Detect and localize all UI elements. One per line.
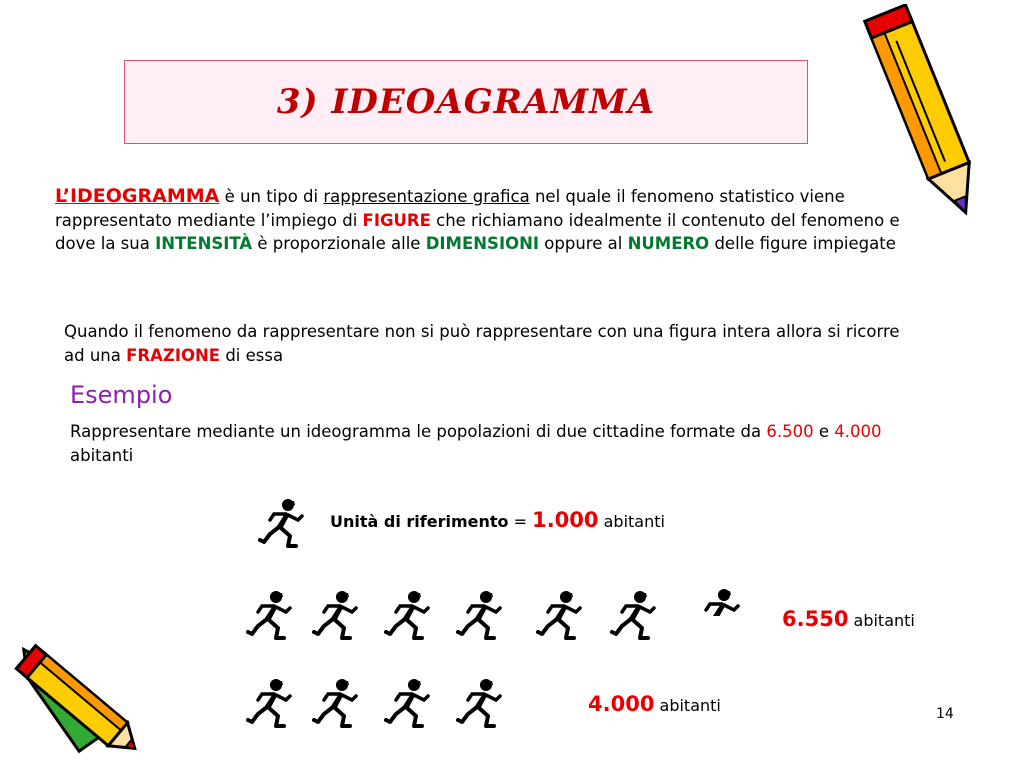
fraction-paragraph	[64, 320, 914, 367]
fraction-text-1: Quando il fenomeno da rappresentare non si può rappresentare con una figura intera allora si ricorre ad una	[64, 322, 900, 365]
town1-half-runner-icon	[694, 586, 742, 616]
keyword-numero: NUMERO	[627, 234, 710, 253]
page-number: 14	[936, 706, 954, 722]
unit-value: 1.000	[532, 508, 599, 532]
example-text-1: Rappresentare mediante un ideogramma le popolazioni di due cittadine formate da	[70, 422, 767, 441]
town1-total	[782, 607, 915, 631]
town2-runner-icon	[312, 676, 360, 732]
definition-text-6: delle figure impiegate	[709, 234, 896, 253]
example-value-1: 6.500	[766, 422, 814, 441]
example-paragraph	[70, 420, 930, 467]
town1-runner-icon	[610, 588, 658, 644]
unit-runner-icon	[258, 496, 306, 552]
town1-runner-icon	[384, 588, 432, 644]
town2-value: 4.000	[588, 692, 655, 716]
town1-suffix: abitanti	[848, 611, 915, 630]
example-value-2: 4.000	[834, 422, 882, 441]
town2-suffix: abitanti	[654, 696, 721, 715]
unit-suffix: abitanti	[598, 512, 665, 531]
keyword-dimensioni: DIMENSIONI	[425, 234, 540, 253]
definition-text-3: che richiamano idealmente il contenuto del fenomeno e dove la sua	[55, 210, 900, 253]
term-ideogramma: L’IDEOGRAMMA	[55, 185, 220, 207]
definition-text-2: nel quale il fenomeno statistico viene rappresentato mediante l’impiego di	[55, 187, 845, 230]
keyword-intensita: INTENSITÀ	[155, 234, 253, 253]
example-text-2: e	[813, 422, 835, 441]
pencils-bottom-left-icon	[0, 618, 150, 763]
fraction-text-2: di essa	[220, 345, 284, 365]
example-heading: Esempio	[70, 381, 173, 409]
unit-of-reference	[330, 508, 665, 532]
keyword-frazione: FRAZIONE	[126, 345, 221, 365]
keyword-figure: FIGURE	[362, 210, 431, 230]
definition-text-4: è proporzionale alle	[252, 234, 426, 253]
unit-eq: =	[508, 512, 533, 531]
slide-title: 3) IDEOAGRAMMA	[276, 82, 656, 122]
town1-runner-icon	[536, 588, 584, 644]
definition-text-1: è un tipo di	[219, 187, 324, 206]
town1-runner-icon	[456, 588, 504, 644]
town2-total	[588, 692, 721, 716]
link-rappresentazione-grafica: rappresentazione grafica	[323, 187, 530, 206]
town1-runner-icon	[312, 588, 360, 644]
town2-runner-icon	[456, 676, 504, 732]
town1-value: 6.550	[782, 607, 849, 631]
town1-runner-icon	[246, 588, 294, 644]
example-text-3: abitanti	[70, 445, 134, 465]
definition-text-5: oppure al	[539, 234, 628, 253]
unit-label: Unità di riferimento	[330, 512, 509, 531]
town2-runner-icon	[384, 676, 432, 732]
title-box	[124, 60, 808, 144]
town2-runner-icon	[246, 676, 294, 732]
definition-paragraph	[55, 185, 925, 256]
